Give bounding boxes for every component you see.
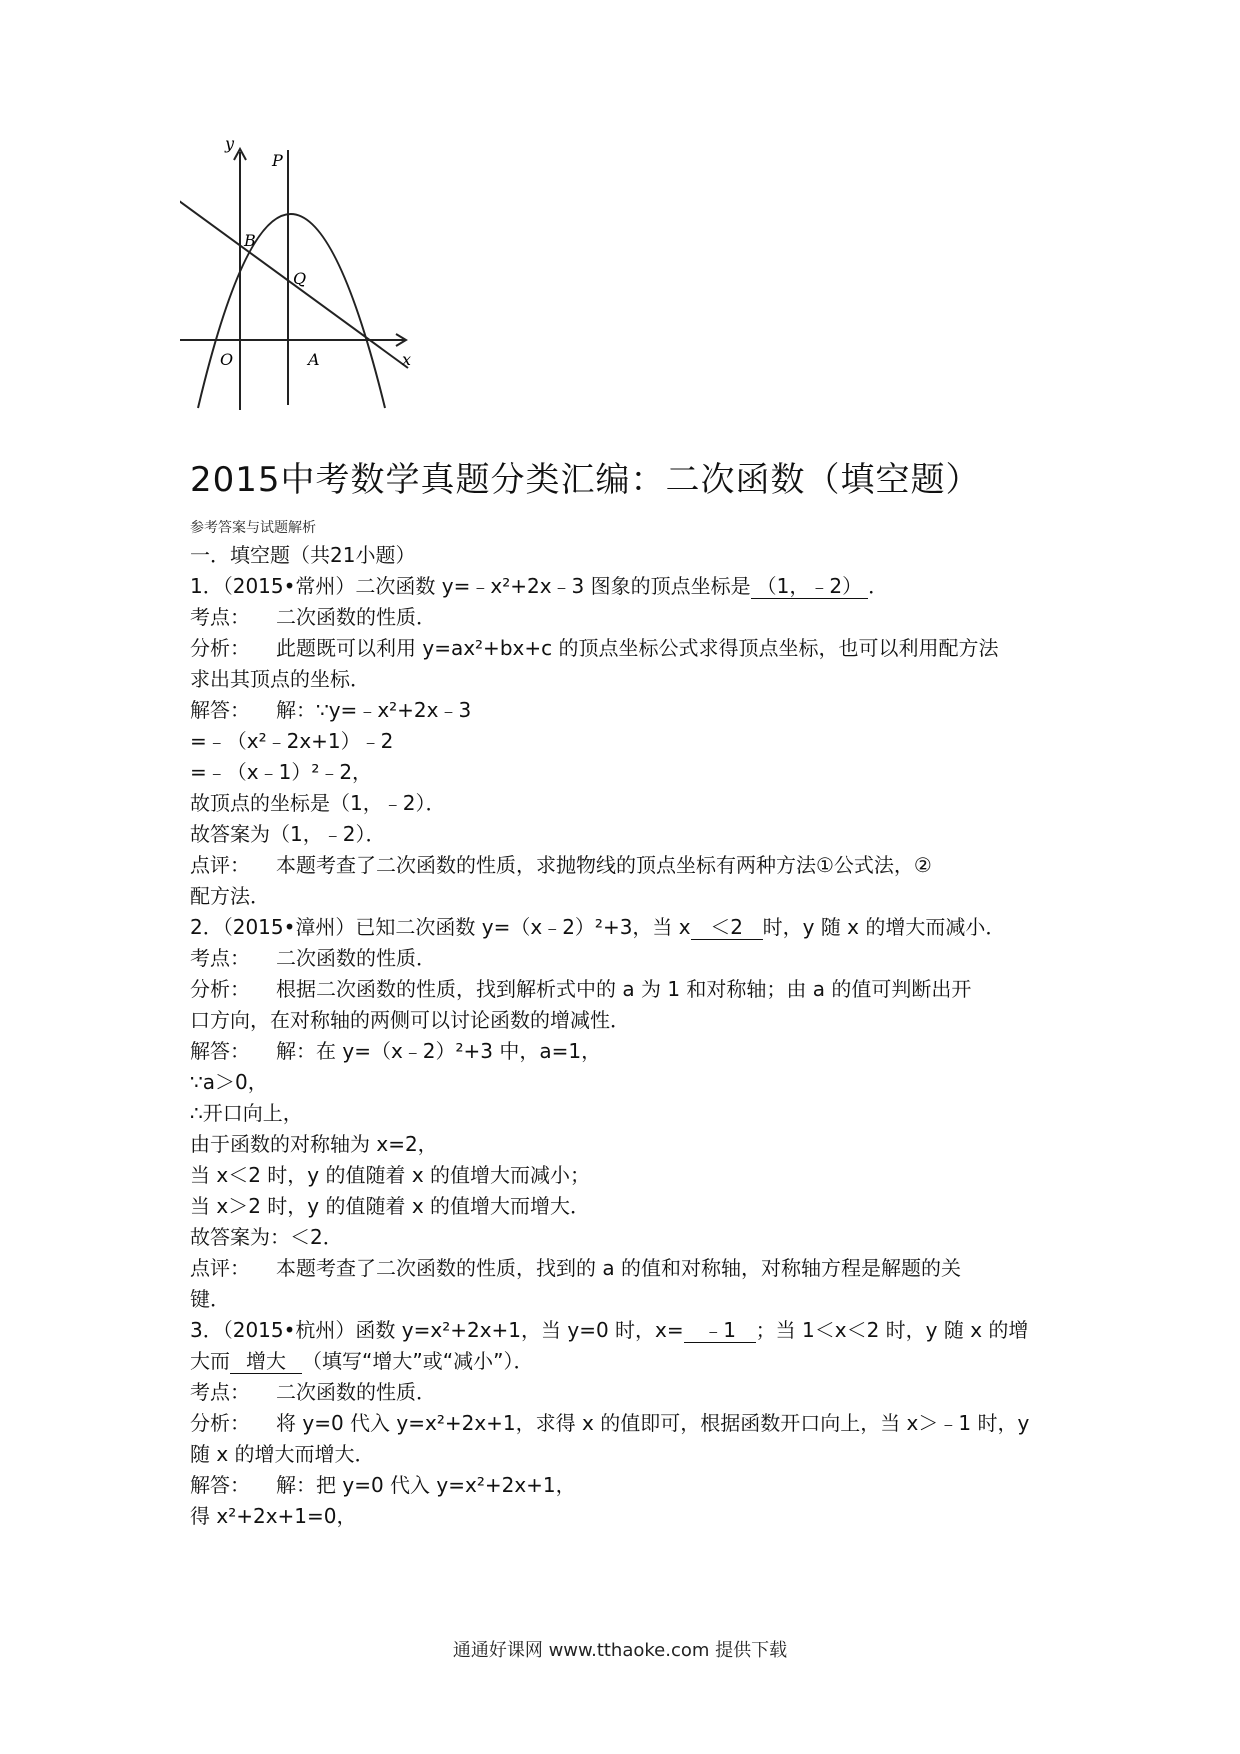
answer-blank: ＜2 bbox=[691, 915, 763, 940]
line-tag: 考点： bbox=[190, 605, 250, 629]
line-tag: 分析： bbox=[190, 636, 250, 660]
text-line bbox=[190, 1253, 1070, 1284]
text-line bbox=[190, 1346, 1070, 1377]
label-y: y bbox=[225, 140, 235, 153]
line-tag: 解答： bbox=[190, 1473, 250, 1497]
line-text: 故答案为（1，﹣2）． bbox=[190, 822, 386, 846]
label-q: Q bbox=[293, 269, 307, 288]
line-text: 二次函数的性质． bbox=[276, 605, 436, 629]
line-tag: 考点： bbox=[190, 946, 250, 970]
text-line bbox=[190, 664, 1070, 695]
line-tag: 解答： bbox=[190, 698, 250, 722]
line-text: 随 x 的增大而增大． bbox=[190, 1442, 375, 1466]
text-line bbox=[190, 1191, 1070, 1222]
text-line bbox=[190, 695, 1070, 726]
text-line bbox=[190, 974, 1070, 1005]
line-text: ∴开口向上， bbox=[190, 1101, 303, 1125]
line-text: 求出其顶点的坐标． bbox=[190, 667, 370, 691]
text-line bbox=[190, 1005, 1070, 1036]
line-text: 解：把 y=0 代入 y=x²+2x+1， bbox=[276, 1473, 576, 1497]
line-text: 当 x＞2 时，y 的值随着 x 的值增大而增大． bbox=[190, 1194, 591, 1218]
text-line bbox=[190, 881, 1070, 912]
text-line bbox=[190, 602, 1070, 633]
line-text: ∵a＞0， bbox=[190, 1070, 268, 1094]
page-footer: 通通好课网 www.tthaoke.com 提供下载 bbox=[452, 1640, 788, 1661]
text-line bbox=[190, 943, 1070, 974]
page-subtitle: 参考答案与试题解析 bbox=[190, 520, 316, 536]
text-line bbox=[190, 1036, 1070, 1067]
line-text: 口方向，在对称轴的两侧可以讨论函数的增减性． bbox=[190, 1008, 630, 1032]
text-lines bbox=[190, 571, 1070, 1532]
text-line bbox=[190, 1160, 1070, 1191]
line-text: 二次函数的性质． bbox=[276, 946, 436, 970]
line-text-after: 时，y 随 x 的增大而减小． bbox=[762, 915, 1006, 939]
answer-blank: （1，﹣2） bbox=[751, 574, 868, 599]
label-p: P bbox=[272, 151, 283, 170]
line-text: 解：在 y=（x﹣2）²+3 中，a=1， bbox=[276, 1039, 602, 1063]
text-line bbox=[190, 912, 1070, 943]
answer-blank: ﹣1 bbox=[684, 1318, 756, 1343]
text-line bbox=[190, 757, 1070, 788]
line-text: 大而 bbox=[190, 1349, 230, 1373]
line-text: 3．（2015•杭州）函数 y=x²+2x+1，当 y=0 时，x= bbox=[190, 1318, 684, 1342]
line-text: 由于函数的对称轴为 x=2， bbox=[190, 1132, 438, 1156]
text-line bbox=[190, 633, 1070, 664]
text-line bbox=[190, 571, 1070, 602]
line-text: 此题既可以利用 y=ax²+bx+c 的顶点坐标公式求得顶点坐标，也可以利用配方法 bbox=[276, 636, 999, 660]
line-tag: 分析： bbox=[190, 1411, 250, 1435]
line-tag: 点评： bbox=[190, 1256, 250, 1280]
label-a: A bbox=[308, 350, 320, 369]
text-line bbox=[190, 1284, 1070, 1315]
line-text-after: ． bbox=[868, 574, 889, 598]
line-text: 键． bbox=[190, 1287, 230, 1311]
text-line bbox=[190, 788, 1070, 819]
line-text: 本题考查了二次函数的性质，求抛物线的顶点坐标有两种方法①公式法，② bbox=[276, 853, 932, 877]
text-line bbox=[190, 726, 1070, 757]
line-text: 得 x²+2x+1=0， bbox=[190, 1504, 357, 1528]
parabola-figure bbox=[180, 140, 480, 440]
text-line bbox=[190, 1222, 1070, 1253]
line-tag: 解答： bbox=[190, 1039, 250, 1063]
section-heading: 一．填空题（共21小题） bbox=[190, 543, 416, 567]
parabola-curve bbox=[198, 214, 385, 408]
text-line bbox=[190, 1470, 1070, 1501]
text-line bbox=[190, 1129, 1070, 1160]
line-text: 本题考查了二次函数的性质，找到的 a 的值和对称轴，对称轴方程是解题的关 bbox=[276, 1256, 961, 1280]
text-line bbox=[190, 819, 1070, 850]
line-text-after: ；当 1＜x＜2 时，y 随 x 的增 bbox=[755, 1318, 1029, 1342]
text-line bbox=[190, 1501, 1070, 1532]
text-line bbox=[190, 1098, 1070, 1129]
line-text: 当 x＜2 时，y 的值随着 x 的值增大而减小； bbox=[190, 1163, 591, 1187]
label-o: O bbox=[220, 350, 234, 369]
text-line bbox=[190, 1315, 1070, 1346]
text-line bbox=[190, 850, 1070, 881]
line-tag: 点评： bbox=[190, 853, 250, 877]
label-b: B bbox=[244, 231, 256, 250]
line-tag: 分析： bbox=[190, 977, 250, 1001]
line-text: 2．（2015•漳州）已知二次函数 y=（x﹣2）²+3，当 x bbox=[190, 915, 691, 939]
line-tag: 考点： bbox=[190, 1380, 250, 1404]
line-text: 将 y=0 代入 y=x²+2x+1，求得 x 的值即可，根据函数开口向上，当 x＞﹣1 时，y bbox=[276, 1411, 1030, 1435]
line-text: 根据二次函数的性质，找到解析式中的 a 为 1 和对称轴；由 a 的值可判断出开 bbox=[276, 977, 972, 1001]
text-line bbox=[190, 1067, 1070, 1098]
line-text: =﹣（x﹣1）²﹣2， bbox=[190, 760, 373, 784]
line-text: 配方法． bbox=[190, 884, 270, 908]
label-x: x bbox=[402, 350, 412, 369]
line-text: 1．（2015•常州）二次函数 y=﹣x²+2x﹣3 图象的顶点坐标是 bbox=[190, 574, 751, 598]
answer-blank: 增大 bbox=[230, 1349, 302, 1374]
text-line bbox=[190, 1439, 1070, 1470]
line-text: =﹣（x²﹣2x+1）﹣2 bbox=[190, 729, 394, 753]
line-text: 故顶点的坐标是（1，﹣2）． bbox=[190, 791, 446, 815]
line-text: 二次函数的性质． bbox=[276, 1380, 436, 1404]
line-text-after: （填写“增大”或“减小”）． bbox=[302, 1349, 534, 1373]
page-title: 2015中考数学真题分类汇编：二次函数（填空题） bbox=[190, 460, 981, 500]
line-text: 解：∵y=﹣x²+2x﹣3 bbox=[276, 698, 472, 722]
line-text: 故答案为：＜2． bbox=[190, 1225, 343, 1249]
text-line bbox=[190, 1408, 1070, 1439]
text-line bbox=[190, 1377, 1070, 1408]
document-body bbox=[190, 540, 1070, 1532]
